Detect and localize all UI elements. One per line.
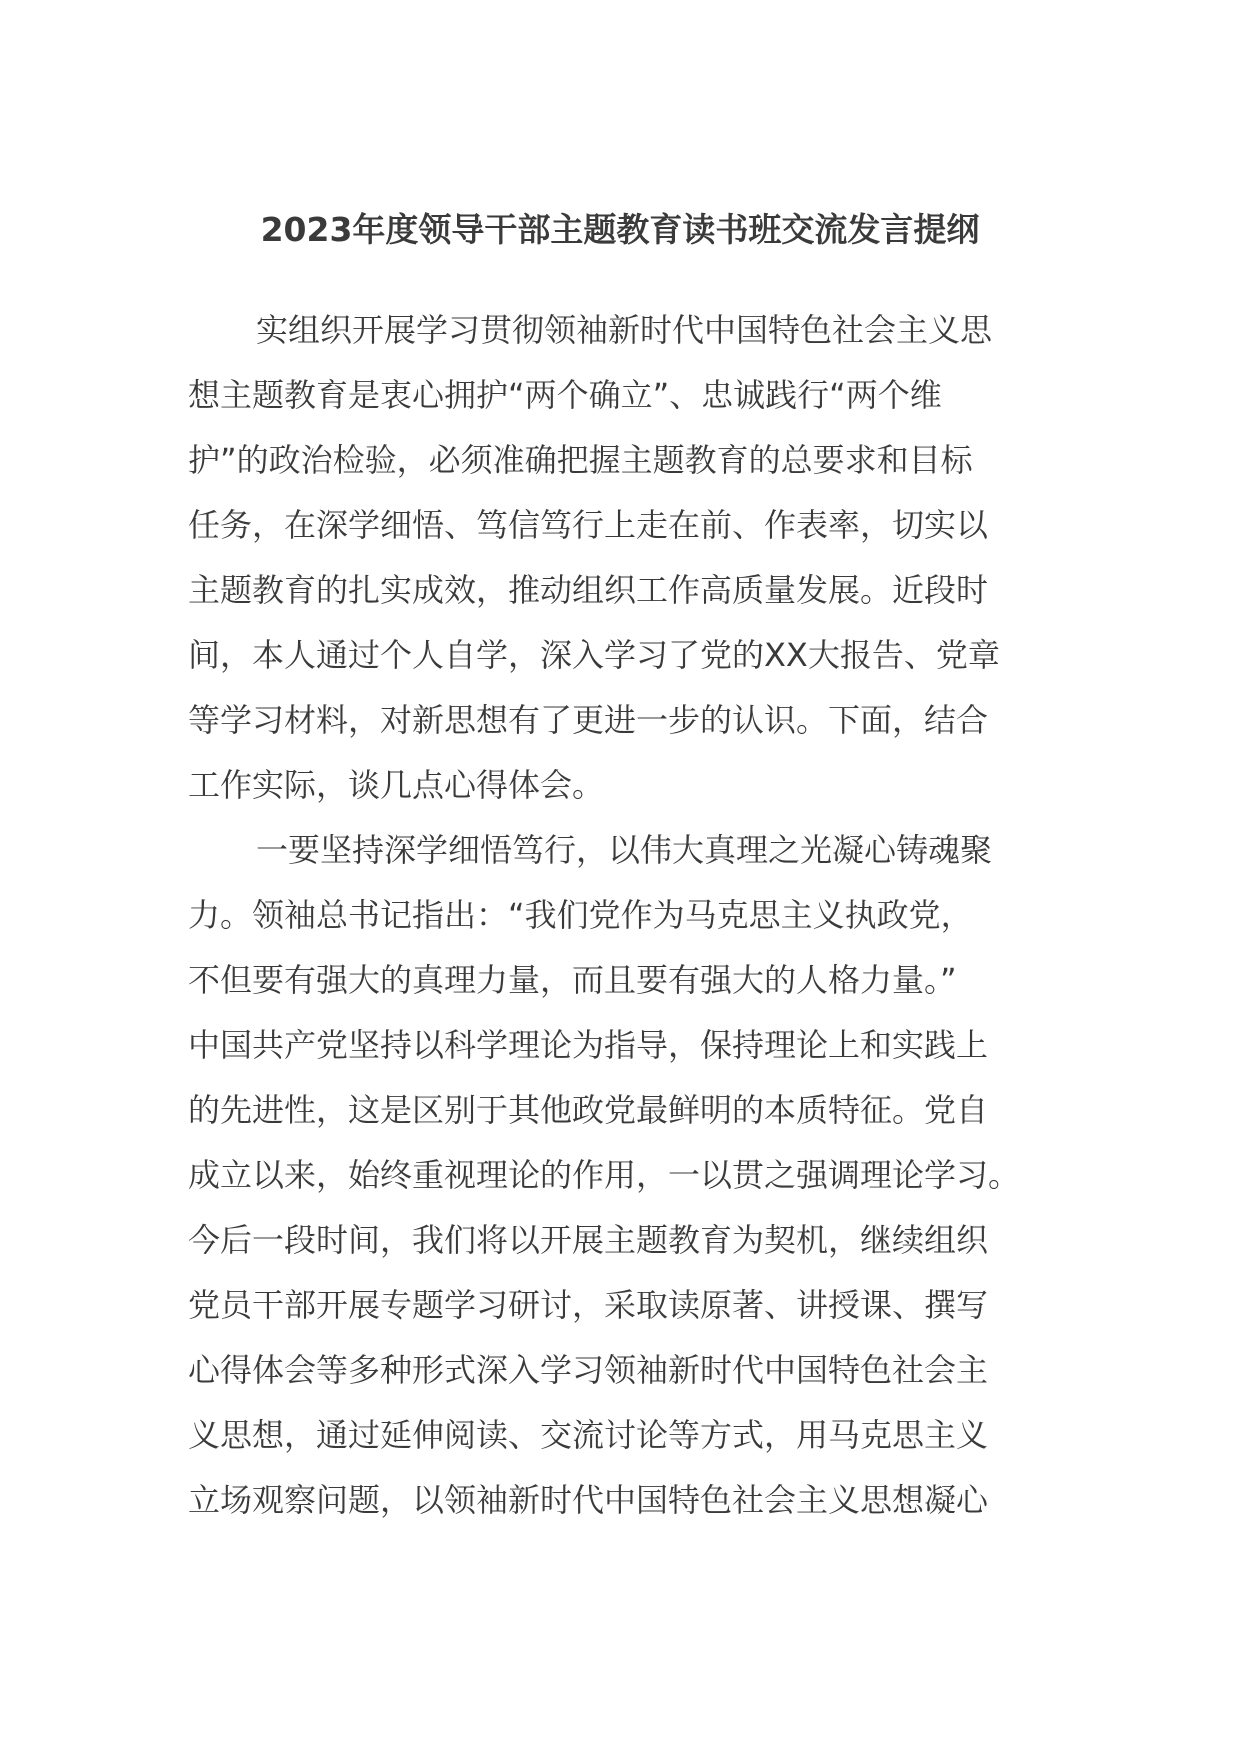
document-title: 2023年度领导干部主题教育读书班交流发言提纲 [260, 210, 980, 249]
paragraph-2-line: 今后一段时间，我们将以开展主题教育为契机，继续组织 [188, 1221, 989, 1259]
paragraph-2-line: 不但要有强大的真理力量，而且要有强大的人格力量。” [188, 961, 957, 999]
paragraph-2-line: 一要坚持深学细悟笃行，以伟大真理之光凝心铸魂聚 [256, 831, 993, 869]
paragraph-2-line: 立场观察问题，以领袖新时代中国特色社会主义思想凝心 [188, 1481, 989, 1519]
paragraph-2-line: 心得体会等多种形式深入学习领袖新时代中国特色社会主 [188, 1351, 989, 1389]
paragraph-1-line: 想主题教育是衷心拥护“两个确立”、忠诚践行“两个维 [188, 376, 942, 414]
paragraph-1-line: 任务，在深学细悟、笃信笃行上走在前、作表率，切实以 [188, 506, 989, 544]
paragraph-2-line: 义思想，通过延伸阅读、交流讨论等方式，用马克思主义 [188, 1416, 989, 1454]
paragraph-1-line: 护”的政治检验，必须准确把握主题教育的总要求和目标 [188, 441, 973, 479]
paragraph-2-line: 成立以来，始终重视理论的作用，一以贯之强调理论学习。 [188, 1156, 1021, 1194]
paragraph-1-line: 主题教育的扎实成效，推动组织工作高质量发展。近段时 [188, 571, 989, 609]
paragraph-2-line: 力。领袖总书记指出：“我们党作为马克思主义执政党， [188, 896, 973, 934]
paragraph-2-line: 党员干部开展专题学习研讨，采取读原著、讲授课、撰写 [188, 1286, 989, 1324]
paragraph-2-line: 的先进性，这是区别于其他政党最鲜明的本质特征。党自 [188, 1091, 989, 1129]
paragraph-2-line: 中国共产党坚持以科学理论为指导，保持理论上和实践上 [188, 1026, 989, 1064]
document-body [188, 298, 1068, 1533]
paragraph-1-line: 间，本人通过个人自学，深入学习了党的XX大报告、党章 [188, 636, 1000, 674]
paragraph-1-line: 实组织开展学习贯彻领袖新时代中国特色社会主义思 [256, 311, 993, 349]
paragraph-1-line: 工作实际，谈几点心得体会。 [188, 766, 605, 804]
paragraph-1-line: 等学习材料，对新思想有了更进一步的认识。下面，结合 [188, 701, 989, 739]
